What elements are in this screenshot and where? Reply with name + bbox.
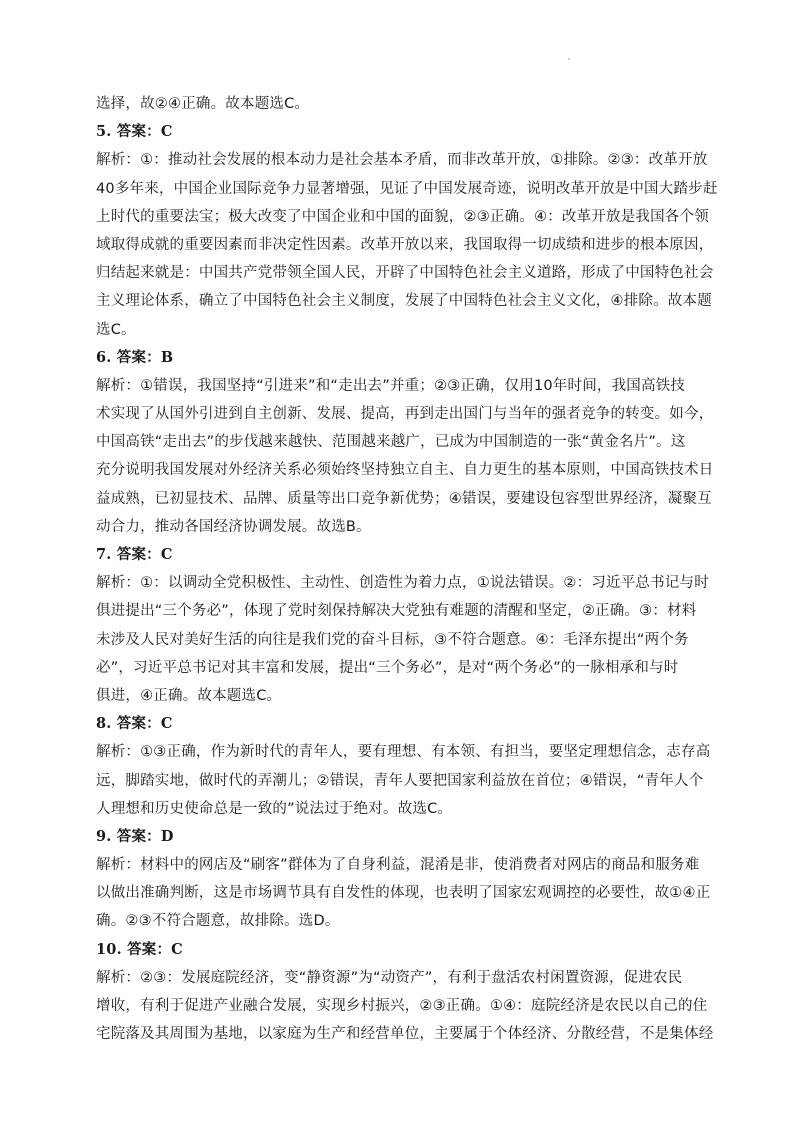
explanation-line: 解析：①错误，我国坚持“引进来”和“走出去”并重；②③正确，仅用10年时间，我国高铁技: [96, 377, 686, 394]
answer-heading: 5. 答案：C: [96, 123, 173, 141]
explanation-line: 解析：①：以调动全党积极性、主动性、创造性为着力点，①说法错误。②：习近平总书记与时: [96, 575, 709, 592]
answer-heading: 7. 答案：C: [96, 546, 173, 563]
explanation-line: 俱进，④正确。故本题选C。: [96, 687, 282, 704]
explanation-line: 归结起来就是：中国共产党带领全国人民，开辟了中国特色社会主义道路，形成了中国特色社会: [96, 265, 714, 282]
explanation-line: 人理想和历史使命总是一致的”说法过于绝对。故选C。: [96, 800, 453, 817]
answer-explanations: [96, 90, 718, 1048]
explanation-line: 必”，习近平总书记对其丰富和发展，提出“三个务必”，是对“两个务必”的一脉相承和与时: [96, 659, 679, 676]
explanation-line: 宅院落及其周围为基地，以家庭为生产和经营单位，主要属于个体经济、分散经营，不是集体经: [96, 1026, 714, 1043]
explanation-line: 上时代的重要法宝；极大改变了中国企业和中国的面貌，②③正确。④：改革开放是我国各个领: [96, 208, 709, 225]
explanation-line: 主义理论体系，确立了中国特色社会主义制度，发展了中国特色社会主义文化，④排除。故本题: [96, 293, 712, 310]
answer-block: [96, 710, 711, 823]
explanation-line: 俱进提出“三个务必”，体现了党时刻保持解决大党独有难题的清醒和坚定，②正确。③：材料: [96, 603, 697, 620]
explanation-line: 增收，有利于促进产业融合发展，实现乡村振兴，②③正确。①④：庭院经济是农民以自己的住: [96, 998, 708, 1014]
answer-block: [96, 344, 714, 541]
continued-paragraph: [96, 90, 706, 118]
answer-block: [96, 936, 714, 1049]
explanation-line: 解析：①③正确，作为新时代的青年人，要有理想、有本领、有担当，要坚定理想信念，志存高: [96, 744, 711, 761]
answer-block: [96, 541, 709, 710]
explanation-line: 中国高铁“走出去”的步伐越来越快、范围越来越广，已成为中国制造的一张“黄金名片”。这: [96, 434, 686, 451]
explanation-line: 确。②③不符合题意，故排除。选D。: [96, 913, 340, 930]
explanation-line: 40多年来，中国企业国际竞争力显著增强，见证了中国发展奇迹，说明改革开放是中国大踏步赶: [96, 180, 718, 197]
answer-block: [96, 118, 718, 344]
scan-speck: [568, 58, 570, 60]
explanation-line: 益成熟，已初显技术、品牌、质量等出口竞争新优势；④错误，要建设包容型世界经济，凝聚互: [96, 490, 712, 507]
answer-heading: 6. 答案：B: [96, 348, 174, 366]
explanation-line: 动合力，推动各国经济协调发展。故选B。: [96, 518, 371, 535]
explanation-line: 域取得成就的重要因素而非决定性因素。改革开放以来，我国取得一切成绩和进步的根本原因，: [96, 236, 714, 253]
explanation-line: 以做出准确判断，这是市场调节具有自发性的体现，也表明了国家宏观调控的必要性，故①④正: [96, 885, 711, 902]
answer-heading: 8. 答案：C: [96, 715, 173, 733]
explanation-line: 解析：①：推动社会发展的根本动力是社会基本矛盾，而非改革开放，①排除。②③：改革开放: [96, 152, 708, 169]
explanation-line: 未涉及人民对美好生活的向往是我们党的奋斗目标，③不符合题意。④：毛泽东提出“两个务: [96, 631, 689, 648]
explanation-line: 充分说明我国发展对外经济关系必须始终坚持独立自主、自力更生的基本原则，中国高铁技术日: [96, 462, 714, 479]
answer-block: [96, 823, 711, 936]
explanation-line: 远，脚踏实地，做时代的弄潮儿；②错误，青年人要把国家利益放在首位；④错误，“青年人个: [96, 772, 704, 789]
explanation-line: 选择，故②④正确。故本题选C。: [96, 96, 310, 112]
explanation-line: 选C。: [96, 321, 136, 338]
answer-heading: 9. 答案：D: [96, 827, 174, 845]
explanation-line: 术实现了从国外引进到自主创新、发展、提高，再到走出国门与当年的强者竞争的转变。如今，: [96, 406, 714, 423]
answer-heading: 10. 答案：C: [96, 940, 183, 958]
explanation-line: 解析：材料中的网店及“刷客”群体为了自身利益，混淆是非，使消费者对网店的商品和服务难: [96, 857, 700, 874]
explanation-line: 解析：②③：发展庭院经济，变“静资源”为“动资产”，有利于盘活农村闲置资源，促进农民: [96, 969, 683, 986]
